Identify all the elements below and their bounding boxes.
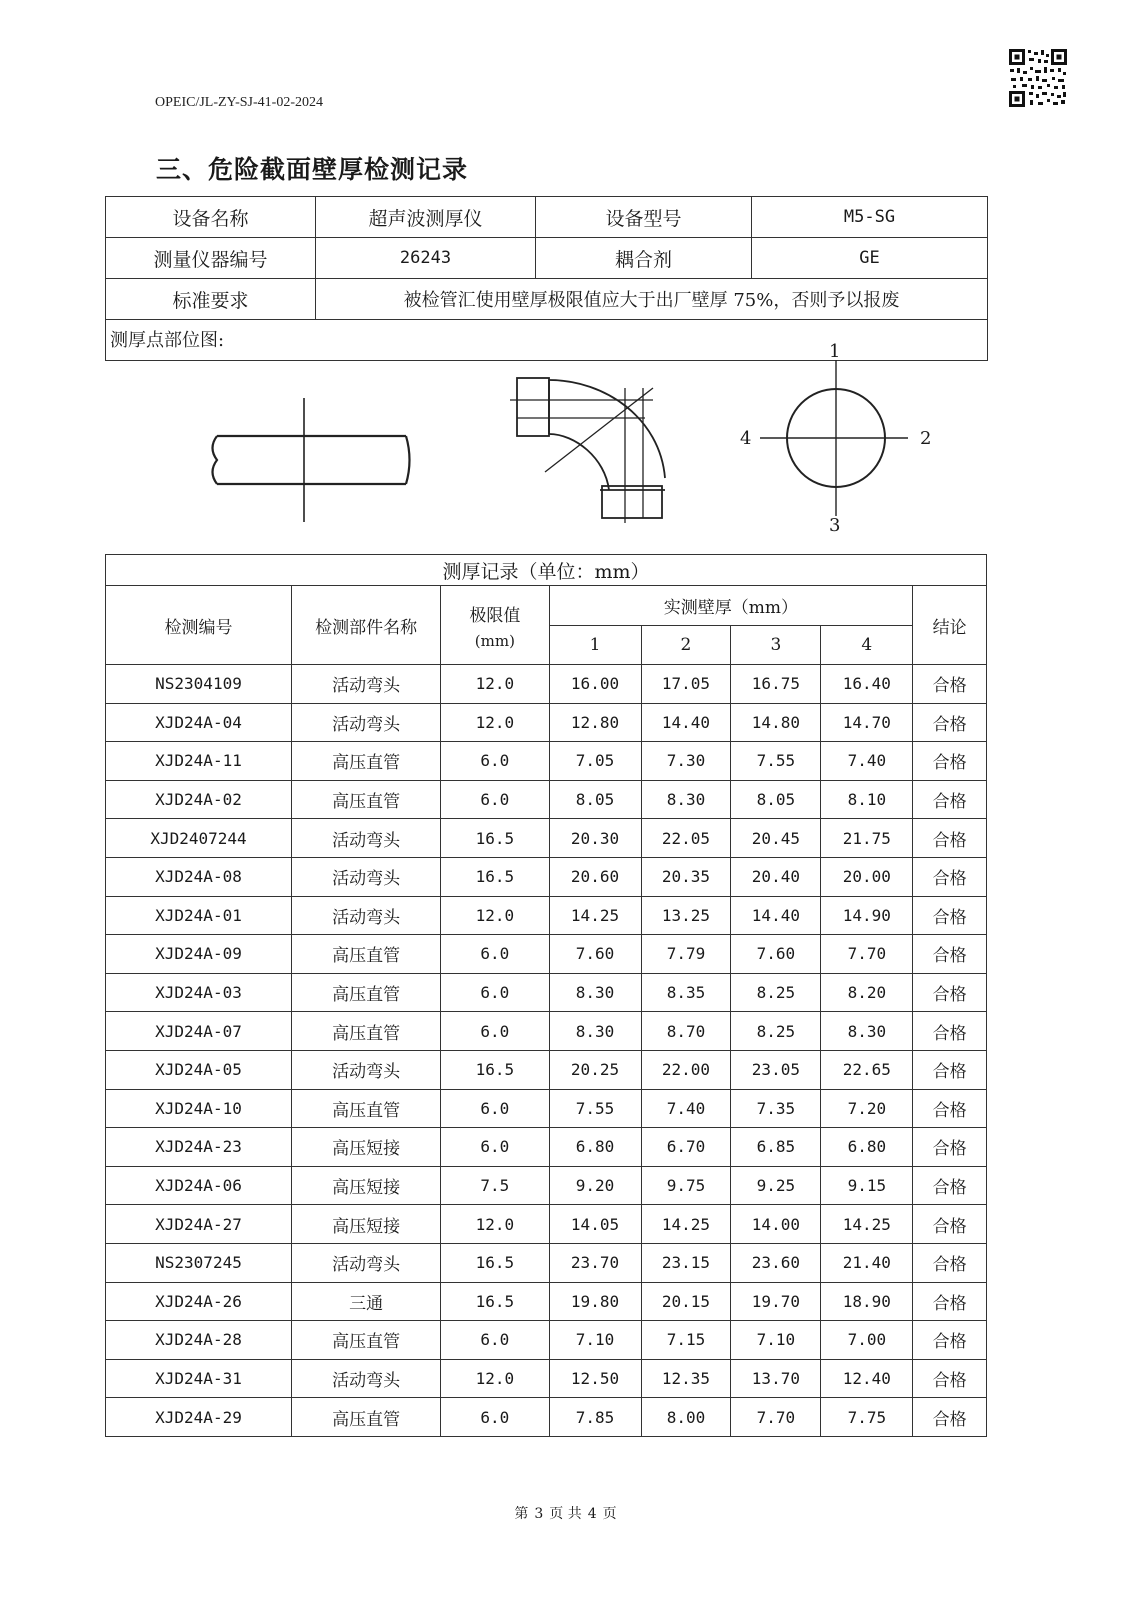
- table-row: [106, 1012, 987, 1051]
- section-title: 三、危险截面壁厚检测记录: [156, 155, 469, 184]
- record-part: 高压短接: [292, 1205, 441, 1244]
- record-id: XJD24A-04: [106, 703, 292, 742]
- record-part: 三通: [292, 1282, 441, 1321]
- record-limit: 6.0: [441, 780, 549, 819]
- record-limit: 6.0: [441, 1398, 549, 1437]
- records-caption: 测厚记录（单位：mm）: [106, 555, 987, 586]
- table-row: [106, 1050, 987, 1089]
- document-code: OPEIC/JL-ZY-SJ-41-02-2024: [155, 95, 323, 110]
- table-row: [106, 703, 987, 742]
- record-id: XJD24A-07: [106, 1012, 292, 1051]
- record-p4: 6.80: [821, 1128, 913, 1167]
- record-p2: 8.00: [641, 1398, 731, 1437]
- header-point-3: 3: [731, 625, 821, 665]
- table-row: [106, 857, 987, 896]
- record-part: 高压直管: [292, 973, 441, 1012]
- record-limit: 6.0: [441, 973, 549, 1012]
- record-p4: 20.00: [821, 857, 913, 896]
- record-id: XJD24A-06: [106, 1166, 292, 1205]
- record-part: 高压直管: [292, 780, 441, 819]
- record-p1: 8.30: [549, 1012, 641, 1051]
- record-part: 活动弯头: [292, 896, 441, 935]
- record-id: XJD24A-28: [106, 1321, 292, 1360]
- page-prefix: 第: [514, 1506, 529, 1522]
- record-p1: 20.30: [549, 819, 641, 858]
- cross-section-icon: [760, 360, 908, 516]
- record-p2: 20.35: [641, 857, 731, 896]
- device-name-label: 设备名称: [106, 197, 316, 238]
- info-row: [106, 197, 988, 238]
- record-part: 活动弯头: [292, 1243, 441, 1282]
- table-row: [106, 1089, 987, 1128]
- record-part: 高压直管: [292, 1012, 441, 1051]
- record-limit: 12.0: [441, 703, 549, 742]
- header-part: 检测部件名称: [292, 586, 441, 665]
- device-name-value: 超声波测厚仪: [316, 197, 536, 238]
- record-result: 合格: [913, 1089, 987, 1128]
- record-part: 高压短接: [292, 1128, 441, 1167]
- header-point-2: 2: [641, 625, 731, 665]
- device-model-label: 设备型号: [536, 197, 752, 238]
- record-id: XJD24A-02: [106, 780, 292, 819]
- table-row: [106, 973, 987, 1012]
- record-p3: 14.40: [731, 896, 821, 935]
- record-p2: 6.70: [641, 1128, 731, 1167]
- record-limit: 16.5: [441, 857, 549, 896]
- record-limit: 7.5: [441, 1166, 549, 1205]
- header-limit-line1: 极限值: [469, 605, 521, 626]
- record-p3: 20.40: [731, 857, 821, 896]
- record-result: 合格: [913, 780, 987, 819]
- record-id: NS2304109: [106, 665, 292, 704]
- record-part: 活动弯头: [292, 703, 441, 742]
- record-p3: 7.55: [731, 742, 821, 781]
- record-p4: 8.10: [821, 780, 913, 819]
- record-p2: 17.05: [641, 665, 731, 704]
- instrument-no-label: 测量仪器编号: [106, 238, 316, 279]
- record-p3: 6.85: [731, 1128, 821, 1167]
- record-p4: 8.30: [821, 1012, 913, 1051]
- standard-value: 被检管汇使用壁厚极限值应大于出厂壁厚 75%，否则予以报废: [316, 279, 988, 320]
- page-mid: 页 共: [549, 1506, 582, 1522]
- record-part: 活动弯头: [292, 857, 441, 896]
- record-p2: 13.25: [641, 896, 731, 935]
- record-p1: 7.05: [549, 742, 641, 781]
- record-result: 合格: [913, 819, 987, 858]
- info-row: [106, 279, 988, 320]
- record-p1: 8.30: [549, 973, 641, 1012]
- record-result: 合格: [913, 1321, 987, 1360]
- record-id: XJD24A-27: [106, 1205, 292, 1244]
- header-point-1: 1: [549, 625, 641, 665]
- header-point-4: 4: [821, 625, 913, 665]
- header-limit-line2: (mm): [474, 631, 515, 650]
- table-row: [106, 780, 987, 819]
- header-id: 检测编号: [106, 586, 292, 665]
- page-suffix: 页: [602, 1506, 617, 1522]
- record-limit: 6.0: [441, 1012, 549, 1051]
- record-p1: 7.10: [549, 1321, 641, 1360]
- record-id: NS2307245: [106, 1243, 292, 1282]
- record-p3: 8.05: [731, 780, 821, 819]
- record-p2: 7.40: [641, 1089, 731, 1128]
- record-p2: 20.15: [641, 1282, 731, 1321]
- record-p2: 23.15: [641, 1243, 731, 1282]
- table-row: [106, 896, 987, 935]
- table-row: [106, 1321, 987, 1360]
- record-result: 合格: [913, 703, 987, 742]
- record-part: 活动弯头: [292, 665, 441, 704]
- couplant-label: 耦合剂: [536, 238, 752, 279]
- table-row: [106, 1205, 987, 1244]
- record-p1: 16.00: [549, 665, 641, 704]
- record-p1: 14.05: [549, 1205, 641, 1244]
- record-id: XJD24A-10: [106, 1089, 292, 1128]
- record-part: 活动弯头: [292, 1359, 441, 1398]
- record-id: XJD24A-29: [106, 1398, 292, 1437]
- table-row: [106, 1282, 987, 1321]
- point-label-3: 3: [829, 515, 841, 536]
- record-p4: 14.90: [821, 896, 913, 935]
- record-p1: 8.05: [549, 780, 641, 819]
- record-limit: 16.5: [441, 1282, 549, 1321]
- record-p2: 14.25: [641, 1205, 731, 1244]
- record-limit: 16.5: [441, 819, 549, 858]
- record-p2: 7.15: [641, 1321, 731, 1360]
- record-p3: 13.70: [731, 1359, 821, 1398]
- record-id: XJD24A-26: [106, 1282, 292, 1321]
- record-p4: 7.75: [821, 1398, 913, 1437]
- point-label-2: 2: [920, 428, 932, 449]
- standard-label: 标准要求: [106, 279, 316, 320]
- record-part: 高压直管: [292, 1321, 441, 1360]
- table-row: [106, 819, 987, 858]
- record-part: 高压短接: [292, 1166, 441, 1205]
- record-p3: 7.70: [731, 1398, 821, 1437]
- record-p2: 8.35: [641, 973, 731, 1012]
- record-p4: 7.00: [821, 1321, 913, 1360]
- record-p2: 8.70: [641, 1012, 731, 1051]
- record-result: 合格: [913, 1205, 987, 1244]
- record-result: 合格: [913, 857, 987, 896]
- record-p3: 7.35: [731, 1089, 821, 1128]
- record-p3: 9.25: [731, 1166, 821, 1205]
- table-row: [106, 742, 987, 781]
- page-total: 4: [587, 1506, 597, 1522]
- record-id: XJD24A-08: [106, 857, 292, 896]
- record-p2: 7.30: [641, 742, 731, 781]
- record-part: 高压直管: [292, 742, 441, 781]
- page-current: 3: [534, 1506, 544, 1522]
- record-p1: 7.85: [549, 1398, 641, 1437]
- qr-code-icon: [1008, 48, 1068, 108]
- instrument-no-value: 26243: [316, 238, 536, 279]
- record-limit: 12.0: [441, 896, 549, 935]
- record-result: 合格: [913, 1282, 987, 1321]
- record-p2: 12.35: [641, 1359, 731, 1398]
- elbow-pipe-icon: [510, 378, 665, 523]
- header-result: 结论: [913, 586, 987, 665]
- record-result: 合格: [913, 973, 987, 1012]
- header-measured: 实测壁厚（mm）: [549, 586, 913, 626]
- record-p3: 7.10: [731, 1321, 821, 1360]
- record-part: 高压直管: [292, 935, 441, 974]
- record-p2: 22.00: [641, 1050, 731, 1089]
- record-id: XJD24A-01: [106, 896, 292, 935]
- record-result: 合格: [913, 742, 987, 781]
- record-p1: 20.25: [549, 1050, 641, 1089]
- table-row: [106, 1359, 987, 1398]
- record-p4: 21.75: [821, 819, 913, 858]
- thickness-records-table: [105, 554, 987, 1437]
- record-p3: 16.75: [731, 665, 821, 704]
- point-label-1: 1: [829, 341, 841, 362]
- record-id: XJD24A-05: [106, 1050, 292, 1089]
- record-rows: [106, 665, 987, 1437]
- table-row: [106, 935, 987, 974]
- record-p2: 22.05: [641, 819, 731, 858]
- record-part: 活动弯头: [292, 1050, 441, 1089]
- record-p3: 8.25: [731, 973, 821, 1012]
- couplant-value: GE: [752, 238, 988, 279]
- record-id: XJD24A-31: [106, 1359, 292, 1398]
- diagram-drawings: [105, 318, 987, 554]
- record-p1: 12.80: [549, 703, 641, 742]
- record-p3: 19.70: [731, 1282, 821, 1321]
- table-row: [106, 1128, 987, 1167]
- record-p4: 8.20: [821, 973, 913, 1012]
- record-result: 合格: [913, 1359, 987, 1398]
- header-row: [106, 586, 987, 626]
- record-id: XJD24A-23: [106, 1128, 292, 1167]
- record-id: XJD2407244: [106, 819, 292, 858]
- record-p4: 14.70: [821, 703, 913, 742]
- table-row: [106, 1166, 987, 1205]
- record-p1: 14.25: [549, 896, 641, 935]
- table-row: [106, 1243, 987, 1282]
- record-limit: 12.0: [441, 1359, 549, 1398]
- record-p3: 23.60: [731, 1243, 821, 1282]
- record-part: 高压直管: [292, 1398, 441, 1437]
- device-model-value: M5-SG: [752, 197, 988, 238]
- record-p2: 14.40: [641, 703, 731, 742]
- record-p1: 19.80: [549, 1282, 641, 1321]
- record-p1: 6.80: [549, 1128, 641, 1167]
- record-limit: 12.0: [441, 665, 549, 704]
- record-p4: 18.90: [821, 1282, 913, 1321]
- record-limit: 6.0: [441, 1321, 549, 1360]
- straight-pipe-icon: [213, 398, 410, 522]
- record-p3: 14.00: [731, 1205, 821, 1244]
- record-limit: 16.5: [441, 1050, 549, 1089]
- record-limit: 6.0: [441, 742, 549, 781]
- record-p1: 7.60: [549, 935, 641, 974]
- record-p1: 12.50: [549, 1359, 641, 1398]
- record-p4: 7.70: [821, 935, 913, 974]
- record-p3: 20.45: [731, 819, 821, 858]
- record-part: 高压直管: [292, 1089, 441, 1128]
- record-limit: 12.0: [441, 1205, 549, 1244]
- record-result: 合格: [913, 1243, 987, 1282]
- point-label-4: 4: [740, 428, 752, 449]
- diagram-label: 测厚点部位图:: [110, 330, 225, 351]
- record-p1: 9.20: [549, 1166, 641, 1205]
- record-result: 合格: [913, 935, 987, 974]
- record-p4: 21.40: [821, 1243, 913, 1282]
- record-result: 合格: [913, 1050, 987, 1089]
- record-p1: 7.55: [549, 1089, 641, 1128]
- record-p1: 20.60: [549, 857, 641, 896]
- record-p4: 16.40: [821, 665, 913, 704]
- page-footer: [0, 1503, 1131, 1523]
- record-p1: 23.70: [549, 1243, 641, 1282]
- record-p3: 23.05: [731, 1050, 821, 1089]
- record-p3: 8.25: [731, 1012, 821, 1051]
- record-limit: 6.0: [441, 935, 549, 974]
- record-result: 合格: [913, 896, 987, 935]
- record-p4: 22.65: [821, 1050, 913, 1089]
- record-result: 合格: [913, 1398, 987, 1437]
- table-row: [106, 1398, 987, 1437]
- table-row: [106, 665, 987, 704]
- record-p4: 12.40: [821, 1359, 913, 1398]
- record-p4: 14.25: [821, 1205, 913, 1244]
- record-result: 合格: [913, 1166, 987, 1205]
- record-id: XJD24A-03: [106, 973, 292, 1012]
- record-limit: 6.0: [441, 1128, 549, 1167]
- record-p4: 7.20: [821, 1089, 913, 1128]
- record-p4: 7.40: [821, 742, 913, 781]
- record-p2: 7.79: [641, 935, 731, 974]
- record-part: 活动弯头: [292, 819, 441, 858]
- record-p3: 14.80: [731, 703, 821, 742]
- record-p2: 8.30: [641, 780, 731, 819]
- record-limit: 6.0: [441, 1089, 549, 1128]
- record-p3: 7.60: [731, 935, 821, 974]
- record-result: 合格: [913, 1128, 987, 1167]
- record-id: XJD24A-11: [106, 742, 292, 781]
- record-p4: 9.15: [821, 1166, 913, 1205]
- record-id: XJD24A-09: [106, 935, 292, 974]
- record-p2: 9.75: [641, 1166, 731, 1205]
- info-row: [106, 238, 988, 279]
- header-limit: [441, 586, 549, 665]
- record-limit: 16.5: [441, 1243, 549, 1282]
- record-result: 合格: [913, 665, 987, 704]
- record-result: 合格: [913, 1012, 987, 1051]
- records-caption-row: [106, 555, 987, 586]
